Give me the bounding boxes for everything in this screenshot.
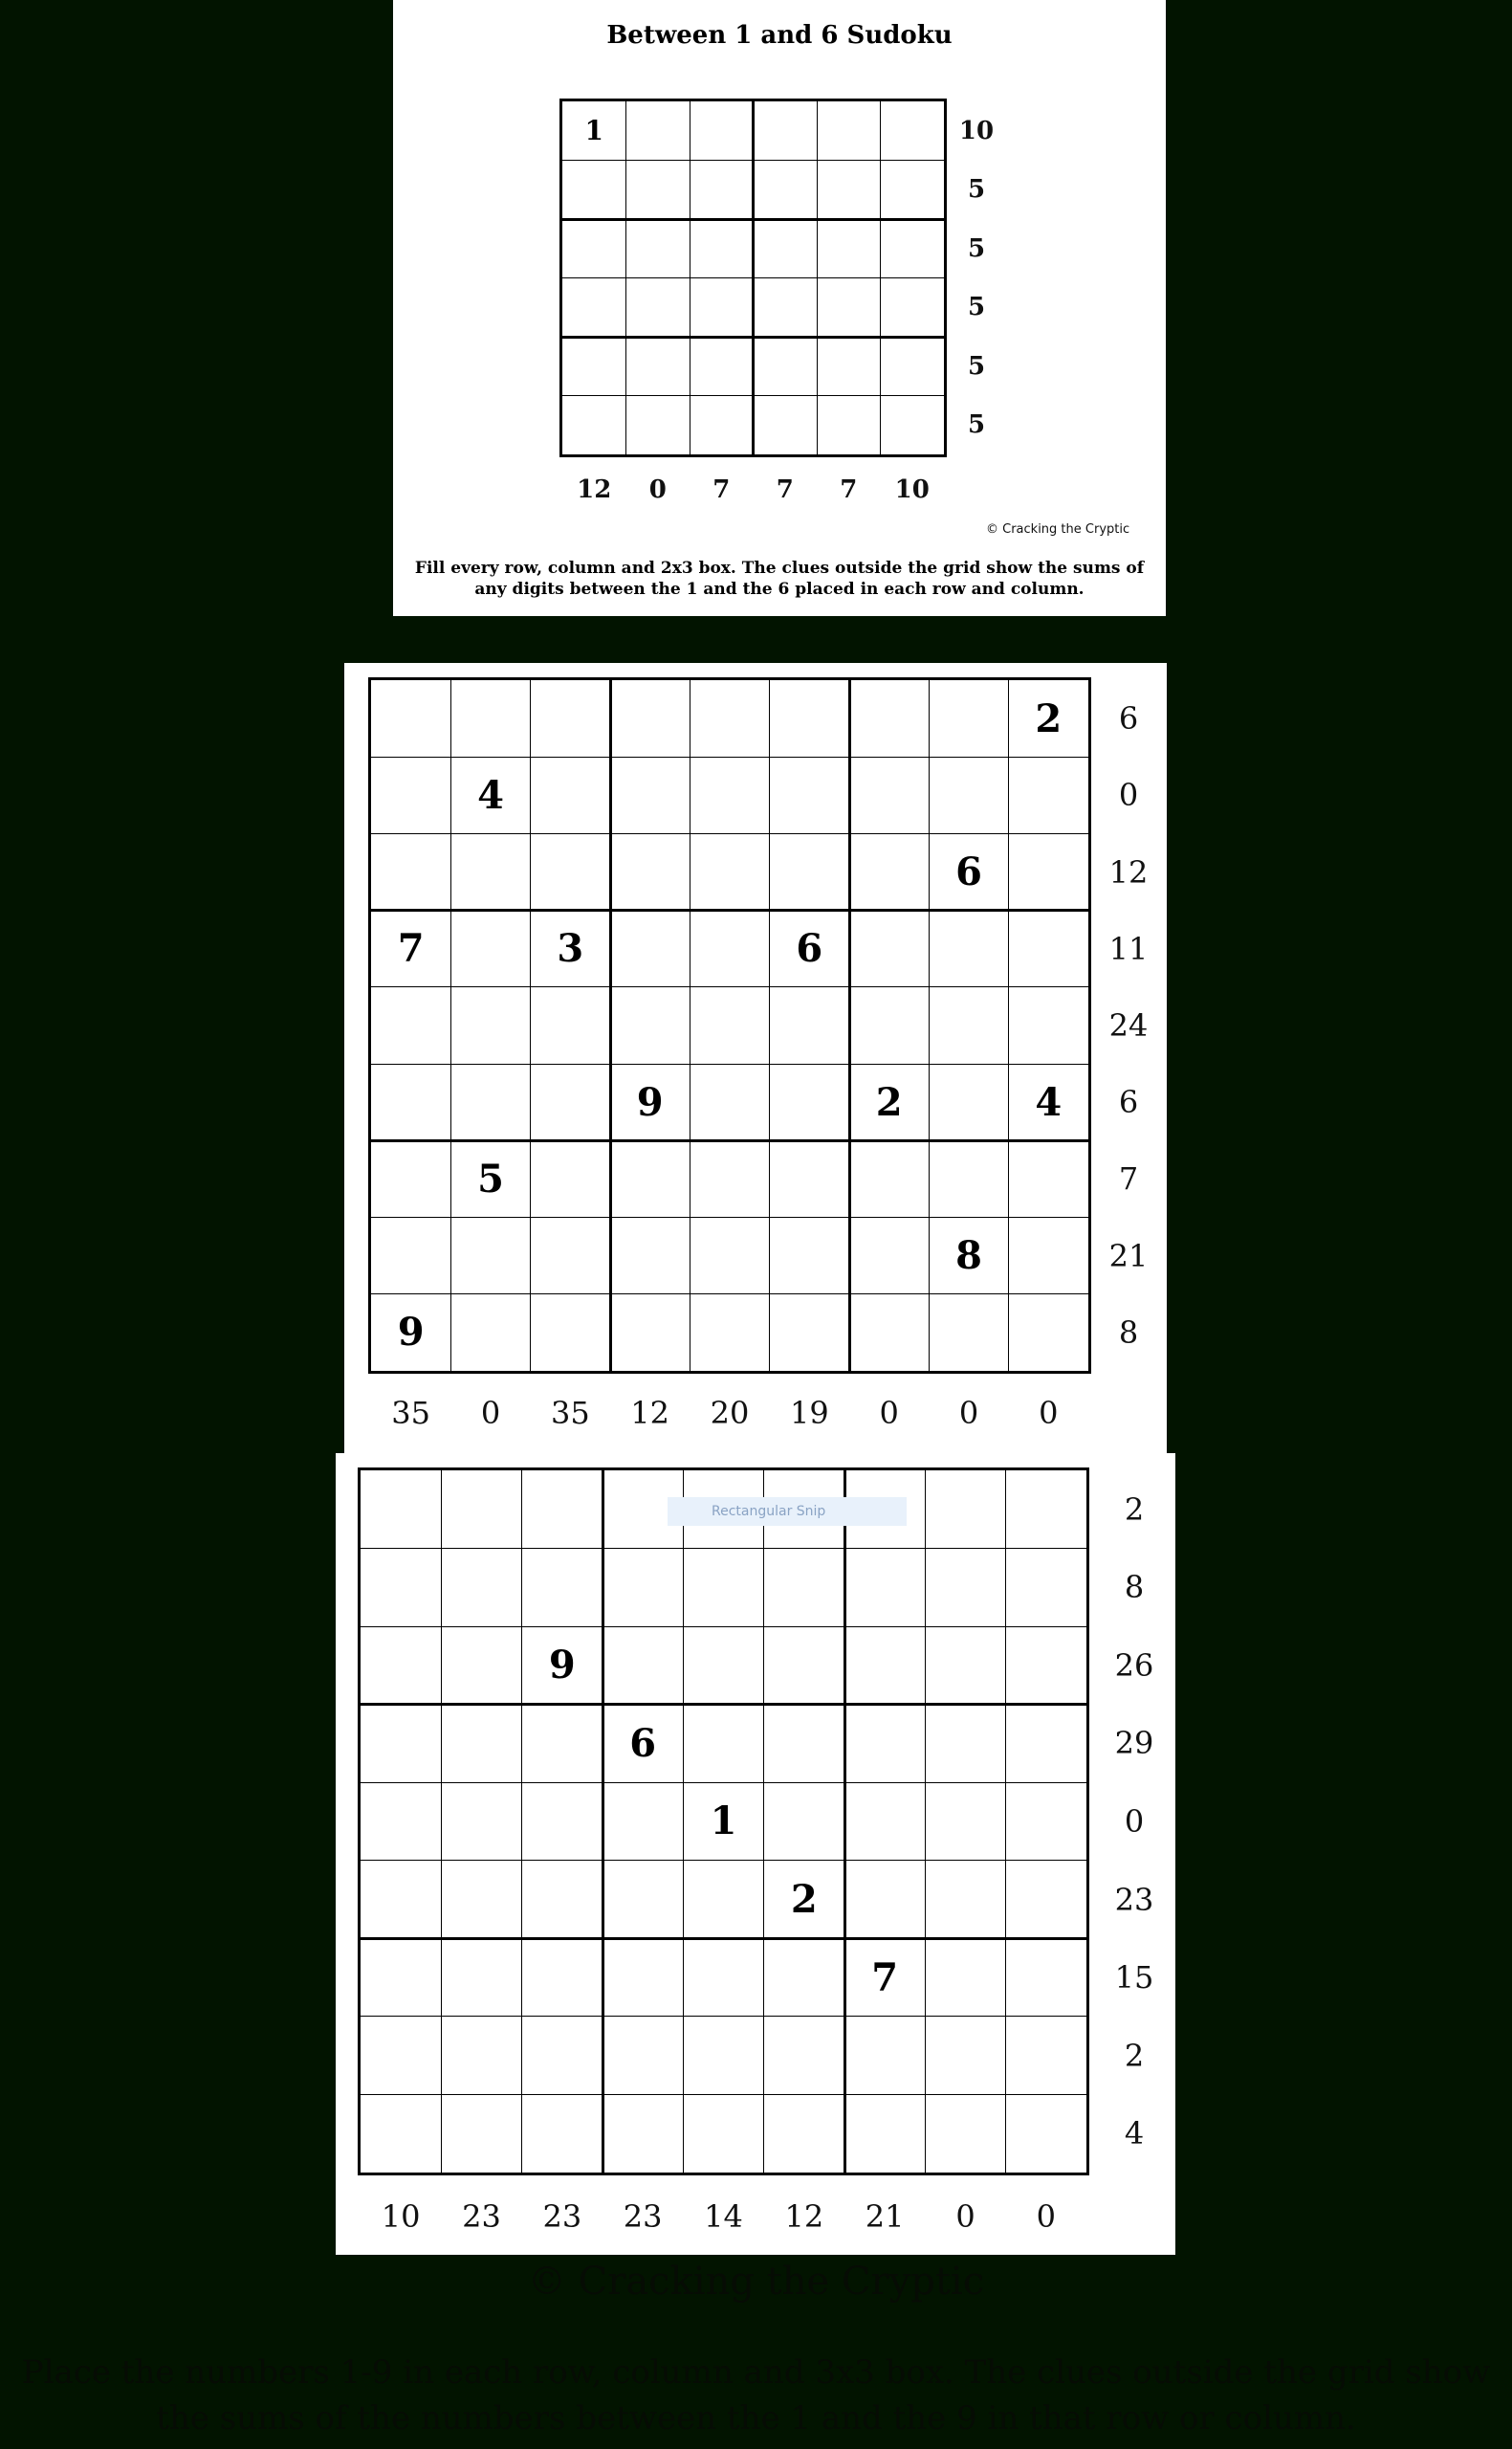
sudoku-cell[interactable] (361, 1549, 441, 1627)
sudoku-cell[interactable] (522, 1470, 603, 1549)
sudoku-cell[interactable] (522, 1549, 603, 1627)
sudoku-cell[interactable] (371, 1140, 450, 1217)
sudoku-cell[interactable] (371, 987, 450, 1064)
sudoku-cell[interactable] (441, 1782, 521, 1861)
sudoku-cell[interactable] (817, 396, 881, 455)
sudoku-cell[interactable] (531, 1064, 610, 1140)
column-clue: 0 (955, 2198, 975, 2235)
sudoku-cell[interactable] (371, 833, 450, 910)
sudoku-cell[interactable] (1006, 1470, 1086, 1549)
row-clue: 6 (1118, 1084, 1139, 1121)
sudoku-cell[interactable] (610, 757, 690, 833)
sudoku-cell[interactable] (817, 161, 881, 220)
sudoku-cell[interactable] (1009, 680, 1088, 757)
sudoku-cell[interactable] (764, 2017, 844, 2095)
column-clue: 20 (710, 1395, 750, 1431)
given-digit: 6 (629, 1720, 657, 1766)
sudoku-cell[interactable] (683, 2017, 763, 2095)
footer-instruction-line1: Place the numbers 1-9 in each row, column and 3x3 box. The clues outside the grid show (21, 2353, 1491, 2392)
sudoku-cell[interactable] (1009, 911, 1088, 987)
sudoku-cell[interactable] (562, 278, 626, 338)
sudoku-cell[interactable] (683, 1782, 763, 1861)
sudoku-cell[interactable] (441, 1549, 521, 1627)
sudoku-cell[interactable] (690, 1064, 769, 1140)
puzzle2-grid (368, 677, 1091, 1374)
sudoku-cell[interactable] (764, 1861, 844, 1939)
sudoku-cell[interactable] (522, 1626, 603, 1705)
sudoku-cell[interactable] (441, 2094, 521, 2173)
column-clue: 14 (704, 2198, 743, 2235)
sudoku-cell[interactable] (1009, 1294, 1088, 1371)
sudoku-cell[interactable] (1006, 2017, 1086, 2095)
puzzle1-panel (393, 0, 1166, 616)
given-digit: 9 (636, 1079, 664, 1125)
sudoku-cell[interactable] (610, 1140, 690, 1217)
sudoku-cell[interactable] (522, 2017, 603, 2095)
sudoku-cell[interactable] (929, 757, 1008, 833)
sudoku-cell[interactable] (1009, 757, 1088, 833)
row-clue: 26 (1114, 1646, 1154, 1684)
sudoku-cell[interactable] (929, 680, 1008, 757)
given-digit: 1 (710, 1798, 737, 1844)
sudoku-cell[interactable] (881, 337, 945, 396)
sudoku-cell[interactable] (849, 1218, 929, 1294)
sudoku-cell[interactable] (603, 1782, 683, 1861)
sudoku-cell[interactable] (683, 1938, 763, 2017)
column-clue: 0 (1039, 1395, 1059, 1431)
sudoku-cell[interactable] (770, 833, 849, 910)
sudoku-cell[interactable] (450, 1294, 530, 1371)
sudoku-cell[interactable] (690, 757, 769, 833)
sudoku-cell[interactable] (929, 833, 1008, 910)
sudoku-cell[interactable] (441, 1705, 521, 1783)
sudoku-cell[interactable] (371, 757, 450, 833)
sudoku-cell[interactable] (925, 1782, 1005, 1861)
sudoku-cell[interactable] (881, 161, 945, 220)
sudoku-cell[interactable] (371, 911, 450, 987)
sudoku-cell[interactable] (925, 1470, 1005, 1549)
sudoku-cell[interactable] (754, 219, 818, 278)
sudoku-cell[interactable] (764, 1626, 844, 1705)
given-digit: 4 (1035, 1079, 1063, 1125)
given-digit: 6 (955, 849, 982, 895)
row-clue: 24 (1108, 1006, 1149, 1044)
row-clue: 5 (967, 233, 986, 263)
sudoku-cell[interactable] (361, 1626, 441, 1705)
sudoku-cell[interactable] (1009, 1064, 1088, 1140)
sudoku-cell[interactable] (1006, 1626, 1086, 1705)
sudoku-cell[interactable] (441, 1626, 521, 1705)
sudoku-cell[interactable] (450, 757, 530, 833)
sudoku-cell[interactable] (371, 1218, 450, 1294)
sudoku-cell[interactable] (603, 1705, 683, 1783)
sudoku-cell[interactable] (770, 1140, 849, 1217)
sudoku-cell[interactable] (531, 680, 610, 757)
column-clue: 10 (381, 2198, 421, 2235)
row-clue: 2 (1124, 1490, 1145, 1528)
sudoku-cell[interactable] (770, 911, 849, 987)
column-clue: 7 (840, 475, 858, 504)
sudoku-cell[interactable] (764, 1782, 844, 1861)
row-clue: 10 (958, 116, 995, 145)
sudoku-cell[interactable] (690, 101, 754, 161)
sudoku-cell[interactable] (844, 1938, 925, 2017)
sudoku-cell[interactable] (690, 1140, 769, 1217)
sudoku-cell[interactable] (610, 680, 690, 757)
sudoku-cell[interactable] (849, 1294, 929, 1371)
sudoku-cell[interactable] (770, 757, 849, 833)
sudoku-cell[interactable] (690, 161, 754, 220)
sudoku-cell[interactable] (770, 1064, 849, 1140)
sudoku-cell[interactable] (690, 833, 769, 910)
given-digit: 5 (477, 1156, 504, 1202)
row-clue: 11 (1108, 930, 1149, 967)
rectangular-snip-overlay: Rectangular Snip (668, 1497, 907, 1526)
sudoku-cell[interactable] (531, 1140, 610, 1217)
sudoku-cell[interactable] (844, 1705, 925, 1783)
sudoku-cell[interactable] (690, 680, 769, 757)
sudoku-cell[interactable] (925, 2094, 1005, 2173)
row-clue: 8 (1118, 1313, 1139, 1351)
row-clue: 5 (967, 410, 986, 440)
given-digit: 7 (871, 1954, 899, 2000)
sudoku-cell[interactable] (531, 1294, 610, 1371)
column-clue: 35 (550, 1395, 590, 1431)
sudoku-cell[interactable] (562, 219, 626, 278)
column-clue: 7 (776, 475, 794, 504)
sudoku-cell[interactable] (441, 1470, 521, 1549)
sudoku-cell[interactable] (881, 278, 945, 338)
sudoku-cell[interactable] (690, 337, 754, 396)
footer-instruction-line2: the sums of the numbers between the 1 and the 9 in that row or column. (156, 2399, 1356, 2438)
sudoku-cell[interactable] (361, 1861, 441, 1939)
sudoku-cell[interactable] (371, 1294, 450, 1371)
given-digit: 8 (955, 1233, 982, 1279)
column-clue: 0 (648, 475, 667, 504)
given-digit: 4 (477, 772, 504, 818)
sudoku-cell[interactable] (925, 1549, 1005, 1627)
sudoku-cell[interactable] (603, 1861, 683, 1939)
given-digit: 2 (875, 1079, 903, 1125)
row-clue: 5 (967, 175, 986, 205)
row-clue: 0 (1118, 777, 1139, 814)
sudoku-cell[interactable] (770, 680, 849, 757)
sudoku-cell[interactable] (1006, 1705, 1086, 1783)
sudoku-cell[interactable] (522, 1938, 603, 2017)
row-clue: 5 (967, 293, 986, 322)
sudoku-cell[interactable] (817, 219, 881, 278)
puzzle1-instruction-line2: any digits between the 1 and the 6 placed in each row and column. (474, 580, 1085, 599)
sudoku-cell[interactable] (610, 1294, 690, 1371)
row-clue: 4 (1124, 2115, 1145, 2152)
sudoku-cell[interactable] (849, 833, 929, 910)
sudoku-cell[interactable] (690, 1294, 769, 1371)
sudoku-cell[interactable] (925, 1938, 1005, 2017)
sudoku-cell[interactable] (522, 2094, 603, 2173)
sudoku-cell[interactable] (450, 1140, 530, 1217)
sudoku-cell[interactable] (849, 987, 929, 1064)
sudoku-cell[interactable] (610, 987, 690, 1064)
sudoku-cell[interactable] (361, 2094, 441, 2173)
sudoku-cell[interactable] (1009, 1140, 1088, 1217)
sudoku-cell[interactable] (754, 101, 818, 161)
sudoku-cell[interactable] (1006, 1782, 1086, 1861)
column-clue: 21 (865, 2198, 905, 2235)
row-clue: 5 (967, 351, 986, 381)
sudoku-cell[interactable] (531, 911, 610, 987)
sudoku-cell[interactable] (361, 1782, 441, 1861)
sudoku-cell[interactable] (610, 1218, 690, 1294)
sudoku-cell[interactable] (531, 1218, 610, 1294)
sudoku-cell[interactable] (626, 337, 690, 396)
row-clue: 2 (1124, 2037, 1145, 2074)
row-clue: 0 (1124, 1802, 1145, 1840)
sudoku-cell[interactable] (683, 1626, 763, 1705)
sudoku-cell[interactable] (844, 2017, 925, 2095)
sudoku-cell[interactable] (844, 1626, 925, 1705)
given-digit: 6 (796, 926, 823, 972)
sudoku-cell[interactable] (764, 1938, 844, 2017)
sudoku-cell[interactable] (690, 987, 769, 1064)
column-clue: 23 (462, 2198, 501, 2235)
sudoku-cell[interactable] (531, 757, 610, 833)
sudoku-cell[interactable] (844, 1782, 925, 1861)
sudoku-cell[interactable] (1009, 987, 1088, 1064)
column-clue: 12 (577, 475, 612, 504)
sudoku-cell[interactable] (849, 911, 929, 987)
puzzle3-grid (358, 1467, 1089, 2175)
sudoku-cell[interactable] (1006, 2094, 1086, 2173)
row-clue: 15 (1114, 1959, 1154, 1997)
column-clue: 12 (630, 1395, 670, 1431)
row-clue: 8 (1124, 1569, 1145, 1606)
sudoku-cell[interactable] (683, 1861, 763, 1939)
sudoku-cell[interactable] (450, 1064, 530, 1140)
sudoku-cell[interactable] (925, 1861, 1005, 1939)
puzzle1-instruction-line1: Fill every row, column and 2x3 box. The clues outside the grid show the sums of (414, 559, 1145, 578)
sudoku-cell[interactable] (929, 1064, 1008, 1140)
sudoku-cell[interactable] (441, 1938, 521, 2017)
given-digit: 1 (584, 115, 603, 147)
sudoku-cell[interactable] (361, 1938, 441, 2017)
row-clue: 21 (1108, 1237, 1149, 1274)
sudoku-cell[interactable] (522, 1861, 603, 1939)
sudoku-cell[interactable] (881, 101, 945, 161)
sudoku-cell[interactable] (450, 833, 530, 910)
sudoku-cell[interactable] (881, 396, 945, 455)
sudoku-cell[interactable] (371, 680, 450, 757)
sudoku-cell[interactable] (690, 1218, 769, 1294)
sudoku-cell[interactable] (881, 219, 945, 278)
given-digit: 2 (790, 1877, 818, 1923)
sudoku-cell[interactable] (603, 1938, 683, 2017)
puzzle1-copyright: © Cracking the Cryptic (986, 522, 1130, 537)
row-clue: 29 (1114, 1725, 1154, 1762)
sudoku-cell[interactable] (603, 1549, 683, 1627)
sudoku-cell[interactable] (770, 987, 849, 1064)
sudoku-cell[interactable] (626, 278, 690, 338)
sudoku-cell[interactable] (690, 219, 754, 278)
given-digit: 9 (397, 1310, 425, 1356)
sudoku-cell[interactable] (626, 396, 690, 455)
sudoku-cell[interactable] (764, 1705, 844, 1783)
sudoku-cell[interactable] (849, 680, 929, 757)
row-clue: 7 (1118, 1160, 1139, 1198)
sudoku-cell[interactable] (603, 1626, 683, 1705)
sudoku-cell[interactable] (522, 1782, 603, 1861)
sudoku-cell[interactable] (844, 2094, 925, 2173)
given-digit: 9 (548, 1643, 576, 1688)
sudoku-cell[interactable] (770, 1294, 849, 1371)
sudoku-cell[interactable] (683, 2094, 763, 2173)
sudoku-cell[interactable] (450, 987, 530, 1064)
sudoku-cell[interactable] (849, 1064, 929, 1140)
sudoku-cell[interactable] (929, 1140, 1008, 1217)
sudoku-cell[interactable] (925, 2017, 1005, 2095)
sudoku-cell[interactable] (1009, 1218, 1088, 1294)
sudoku-cell[interactable] (1006, 1861, 1086, 1939)
column-clue: 10 (894, 475, 930, 504)
footer-copyright: © Cracking the Cryptic (527, 2260, 985, 2304)
sudoku-cell[interactable] (844, 1549, 925, 1627)
sudoku-cell[interactable] (1006, 1549, 1086, 1627)
sudoku-cell[interactable] (626, 219, 690, 278)
sudoku-cell[interactable] (441, 1861, 521, 1939)
sudoku-cell[interactable] (754, 337, 818, 396)
sudoku-cell[interactable] (531, 833, 610, 910)
sudoku-cell[interactable] (683, 1549, 763, 1627)
sudoku-cell[interactable] (610, 911, 690, 987)
sudoku-cell[interactable] (371, 1064, 450, 1140)
column-clue: 0 (1036, 2198, 1056, 2235)
sudoku-cell[interactable] (849, 1140, 929, 1217)
sudoku-cell[interactable] (690, 396, 754, 455)
puzzle1-grid (559, 99, 947, 457)
sudoku-cell[interactable] (929, 911, 1008, 987)
row-clue: 23 (1114, 1881, 1154, 1918)
sudoku-cell[interactable] (450, 1218, 530, 1294)
sudoku-cell[interactable] (1006, 1938, 1086, 2017)
sudoku-cell[interactable] (626, 101, 690, 161)
row-clue: 6 (1118, 700, 1139, 738)
sudoku-cell[interactable] (929, 1218, 1008, 1294)
sudoku-cell[interactable] (925, 1626, 1005, 1705)
puzzle1-title: Between 1 and 6 Sudoku (606, 21, 953, 50)
sudoku-cell[interactable] (929, 1294, 1008, 1371)
sudoku-cell[interactable] (849, 757, 929, 833)
column-clue: 35 (391, 1395, 431, 1431)
sudoku-cell[interactable] (562, 101, 626, 161)
row-clue: 12 (1108, 853, 1149, 891)
sudoku-cell[interactable] (817, 101, 881, 161)
sudoku-cell[interactable] (610, 833, 690, 910)
column-clue: 0 (480, 1395, 501, 1431)
sudoku-cell[interactable] (754, 278, 818, 338)
sudoku-cell[interactable] (562, 337, 626, 396)
sudoku-cell[interactable] (754, 396, 818, 455)
sudoku-cell[interactable] (522, 1705, 603, 1783)
column-clue: 23 (542, 2198, 582, 2235)
column-clue: 7 (712, 475, 731, 504)
puzzle3-panel (336, 1453, 1175, 2255)
sudoku-cell[interactable] (754, 161, 818, 220)
given-digit: 3 (557, 926, 584, 972)
sudoku-cell[interactable] (764, 1549, 844, 1627)
column-clue: 12 (784, 2198, 824, 2235)
sudoku-cell[interactable] (817, 337, 881, 396)
sudoku-cell[interactable] (764, 2094, 844, 2173)
sudoku-cell[interactable] (450, 911, 530, 987)
column-clue: 0 (958, 1395, 979, 1431)
column-clue: 19 (789, 1395, 829, 1431)
sudoku-cell[interactable] (531, 987, 610, 1064)
sudoku-cell[interactable] (683, 1705, 763, 1783)
sudoku-cell[interactable] (603, 2094, 683, 2173)
given-digit: 2 (1035, 695, 1063, 741)
puzzle2-panel (344, 663, 1167, 1453)
sudoku-cell[interactable] (610, 1064, 690, 1140)
sudoku-cell[interactable] (603, 2017, 683, 2095)
column-clue: 23 (623, 2198, 663, 2235)
sudoku-cell[interactable] (1009, 833, 1088, 910)
sudoku-cell[interactable] (450, 680, 530, 757)
sudoku-cell[interactable] (361, 2017, 441, 2095)
sudoku-cell[interactable] (690, 911, 769, 987)
sudoku-cell[interactable] (626, 161, 690, 220)
sudoku-cell[interactable] (929, 987, 1008, 1064)
sudoku-cell[interactable] (690, 278, 754, 338)
given-digit: 7 (397, 926, 425, 972)
sudoku-cell[interactable] (441, 2017, 521, 2095)
sudoku-cell[interactable] (562, 396, 626, 455)
sudoku-cell[interactable] (361, 1470, 441, 1549)
sudoku-cell[interactable] (844, 1861, 925, 1939)
sudoku-cell[interactable] (770, 1218, 849, 1294)
sudoku-cell[interactable] (925, 1705, 1005, 1783)
sudoku-cell[interactable] (817, 278, 881, 338)
sudoku-cell[interactable] (361, 1705, 441, 1783)
sudoku-cell[interactable] (562, 161, 626, 220)
column-clue: 0 (879, 1395, 899, 1431)
